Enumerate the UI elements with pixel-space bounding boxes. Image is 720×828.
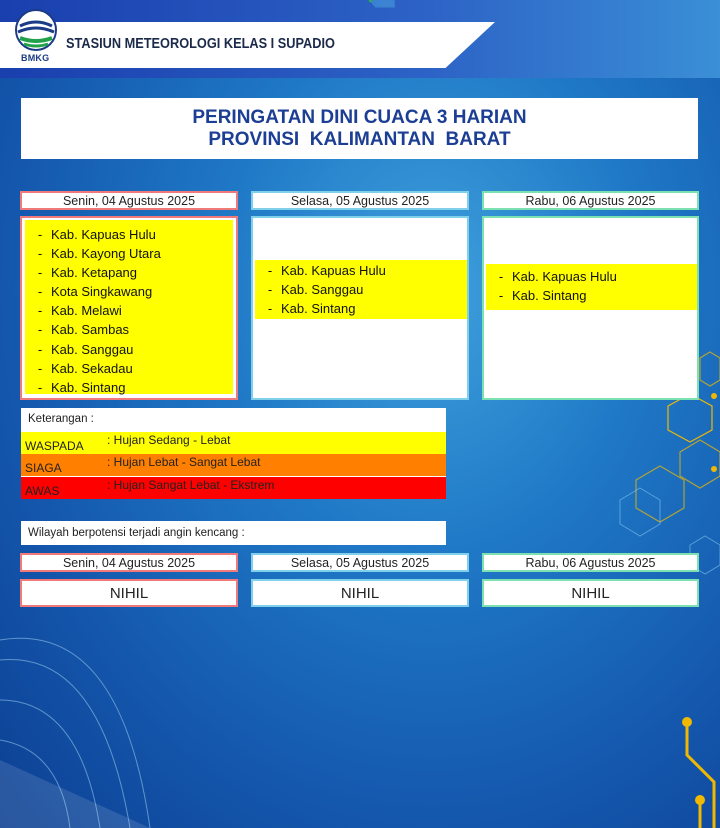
list-item: - Kab. Kayong Utara (37, 246, 161, 262)
list-item: - Kab. Sanggau (267, 282, 364, 298)
region-list-day-2 (259, 261, 386, 318)
title-line-2: PROVINSI KALIMANTAN BARAT (208, 128, 511, 150)
warning-panel-day-3 (482, 216, 699, 400)
region-list-day-3 (490, 267, 617, 305)
list-item: - Kota Singkawang (37, 284, 153, 300)
logo-label: BMKG (21, 53, 50, 63)
date-tab-day-3: Rabu, 06 Agustus 2025 (482, 191, 699, 210)
waspada-area-day-1 (25, 220, 233, 394)
date-tab-day-1: Senin, 04 Agustus 2025 (20, 191, 238, 210)
legend-level: AWAS (25, 484, 60, 498)
list-item: - Kab. Sintang (37, 379, 126, 395)
date-tab-day-2: Selasa, 05 Agustus 2025 (251, 191, 469, 210)
page-title (21, 98, 698, 159)
wind-value-day-2: NIHIL (251, 579, 469, 607)
waspada-area-day-2 (255, 260, 467, 319)
list-item: - Kab. Ketapang (37, 265, 138, 281)
list-item: - Kab. Kapuas Hulu (498, 269, 617, 284)
legend-row-waspada (21, 432, 446, 454)
list-item: - Kab. Kapuas Hulu (37, 227, 156, 242)
list-item: - Kab. Sintang (498, 288, 587, 304)
warning-panel-day-1 (20, 216, 238, 400)
legend-row-awas (21, 477, 446, 499)
station-name: STASIUN METEOROLOGI KELAS I SUPADIO (66, 36, 335, 52)
list-item: - Kab. Sanggau (37, 341, 134, 357)
list-item: - Kab. Sambas (37, 322, 130, 338)
legend-title: Keterangan : (28, 413, 94, 425)
region-list-day-1 (29, 225, 161, 397)
legend-desc: : Hujan Sangat Lebat - Ekstrem (107, 478, 275, 492)
list-item: - Kab. Sintang (267, 301, 356, 317)
list-item: - Kab. Sekadau (37, 360, 133, 376)
legend-desc: : Hujan Lebat - Sangat Lebat (107, 455, 261, 469)
wind-date-day-2: Selasa, 05 Agustus 2025 (251, 553, 469, 572)
wind-date-day-1: Senin, 04 Agustus 2025 (20, 553, 238, 572)
wind-value-day-3: NIHIL (482, 579, 699, 607)
legend (21, 408, 446, 499)
legend-row-siaga (21, 454, 446, 476)
wind-date-day-3: Rabu, 06 Agustus 2025 (482, 553, 699, 572)
legend-level: WASPADA (25, 439, 84, 453)
list-item: - Kab. Melawi (37, 303, 122, 319)
list-item: - Kab. Kapuas Hulu (267, 263, 386, 278)
warning-panel-day-2 (251, 216, 469, 400)
wind-label: Wilayah berpotensi terjadi angin kencang : (21, 521, 446, 545)
legend-desc: : Hujan Sedang - Lebat (107, 433, 231, 447)
title-line-1: PERINGATAN DINI CUACA 3 HARIAN (192, 106, 527, 128)
legend-level: SIAGA (25, 461, 62, 475)
waspada-area-day-3 (486, 264, 697, 310)
wind-value-day-1: NIHIL (20, 579, 238, 607)
